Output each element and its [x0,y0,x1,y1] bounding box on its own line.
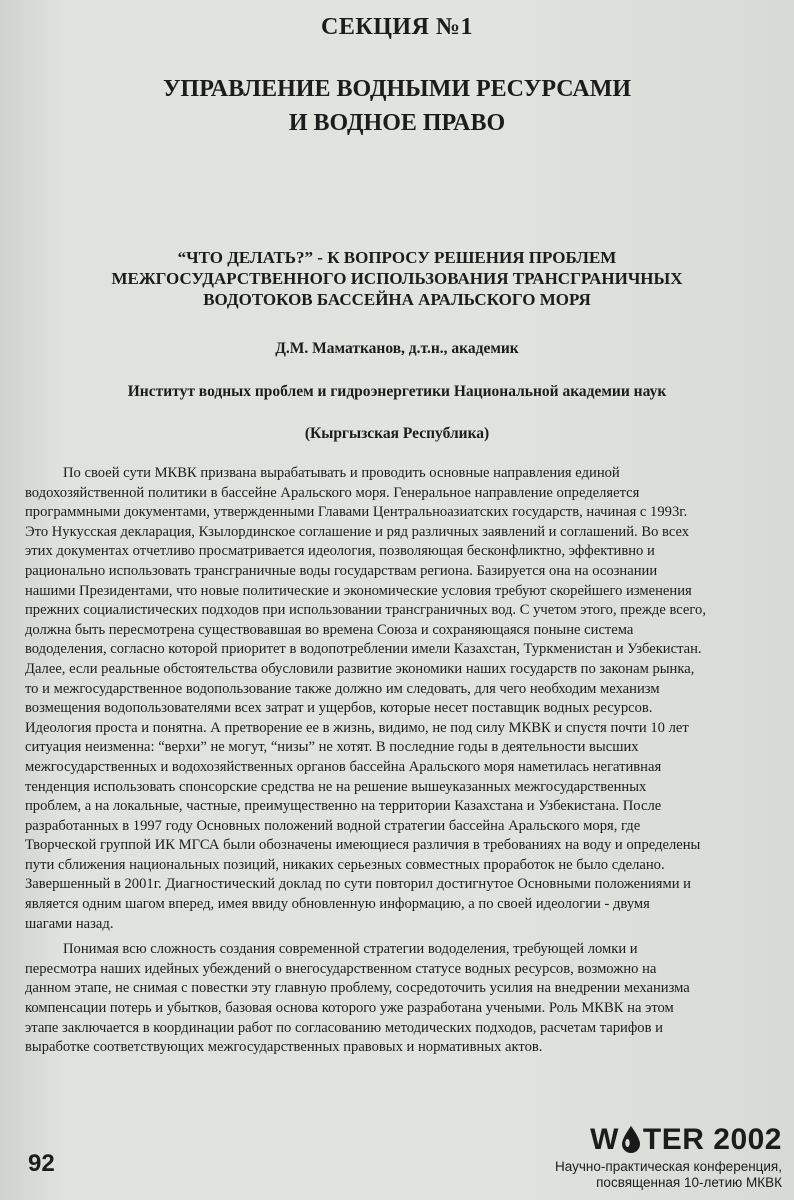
country-line: (Кыргызская Республика) [304,425,490,442]
body-line: программными документами, утвержденными Главами Центральноазиатских государств, начиная с 1993г. [25,504,688,521]
paragraph-2 [25,940,777,1058]
article-title-line: “ЧТО ДЕЛАТЬ?” - К ВОПРОСУ РЕШЕНИЯ ПРОБЛЕМ [177,248,617,267]
article-body [25,464,777,1058]
body-line: возмещения водопользователями всех затрат и ущербов, которые несет поставщик водных ресурсов. [25,700,653,717]
body-line: прежних социалистических подходов при использовании трансграничных вод. С учетом этого, прежде всего, [25,602,706,619]
body-line: ситуация неизменна: “верхи” не могут, “низы” не хотят. В последние годы в деятельности высших [25,739,639,756]
body-line: данном этапе, не снимая с повестки эту главную проблему, сосредоточить усилия на внедрении механизма [25,980,690,997]
article-title-line: МЕЖГОСУДАРСТВЕННОГО ИСПОЛЬЗОВАНИЯ ТРАНСГРАНИЧНЫХ [111,269,683,288]
body-line: Идеология проста и понятна. А претворение ее в жизнь, видимо, не под силу МКВК и спустя почти 10 лет [25,719,689,736]
body-line: пути сближения национальных позиций, никаких серьезных совместных проработок не было сделано. [25,856,665,873]
body-line: разработанных в 1997 году Основных положений водной стратегии бассейна Аральского моря, где [25,817,641,834]
body-line: этапе заключается в координации работ по согласованию методических подходов, расчетам тарифов и [25,1019,663,1036]
body-line: нашими Президентами, что новые политические и экономические условия требуют скорейшего изменения [25,582,692,599]
body-line: Это Нукусская декларация, Кзылординское соглашение и ряд различных заявлений и соглашений. Во всех [25,523,690,540]
body-line: выработке соответствующих межгосударственных правовых и нормативных актов. [25,1039,543,1056]
body-line: Далее, если реальные обстоятельства обусловили развитие экономики наших государств по законам рынка, [25,660,695,677]
paragraph-1 [25,464,777,934]
body-line: межгосударственных и водохозяйственных органов бассейна Аральского моря наметилась негативная [25,758,662,775]
conference-line: Научно-практическая конференция, [555,1159,782,1174]
body-line: шагами назад. [25,915,114,932]
body-line: По своей сути МКВК призвана вырабатывать и проводить основные направления единой [63,465,620,481]
body-line: Завершенный в 2001г. Диагностический доклад по сути повторил достигнутое Основными положениями и [25,876,691,893]
body-line: пересмотра наших идейных убеждений о внегосударственном статусе водных ресурсов, возможно на [25,960,657,977]
section-title-line: УПРАВЛЕНИЕ ВОДНЫМИ РЕСУРСАМИ [162,76,632,102]
body-line: рационально использовать трансграничные воды государствам региона. Базируется она на осознании [25,562,658,579]
logo-text-prefix: W [590,1123,619,1156]
body-line: должна быть пересмотрена существовавшая во времена Союза и сохраняющаяся поныне система [25,621,634,638]
page-number: 92 [28,1150,55,1177]
body-line: водохозяйственной политики в бассейне Аральского моря. Генеральное направление определяется [25,484,640,501]
author-line: Д.М. Маматканов, д.т.н., академик [275,340,519,357]
logo-text-suffix: TER 2002 [642,1123,782,1156]
body-line: Понимая всю сложность создания современной стратегии вододеления, требующей ломки и [63,941,638,958]
section-title-line: И ВОДНОЕ ПРАВО [288,110,506,136]
institute-line: Институт водных проблем и гидроэнергетики Национальной академии наук [127,383,667,400]
section-title [0,72,794,140]
body-line: то и межгосударственное водопользование также должно им следовать, для чего необходим механизм [25,680,660,697]
water-2002-logo [590,1124,782,1156]
conference-line: посвященная 10-летию МКВК [596,1175,782,1190]
article-title-line: ВОДОТОКОВ БАССЕЙНА АРАЛЬСКОГО МОРЯ [203,290,591,309]
body-line: компенсации потерь и убытков, базовая основа которого уже разработана учеными. Роль МКВК на этом [25,1000,674,1017]
section-number: СЕКЦИЯ №1 [320,14,474,40]
conference-caption [555,1159,782,1191]
body-line: является одним шагом вперед, имея ввиду обновленную информацию, а по своей идеологии - двумя [25,896,650,913]
body-line: тенденция использовать спонсорские средства не на решение вышеуказанных межгосударственных [25,778,647,795]
article-title [0,247,794,310]
body-line: проблем, а на локальные, частные, преимущественно на территории Казахстана и Узбекистана. После [25,798,662,815]
water-drop-icon [620,1125,642,1155]
body-line: этих документах отчетливо просматривается идеология, позволяющая бесконфликтно, эффективно и [25,543,655,560]
body-line: Творческой группой ИК МГСА были обозначены имеющиеся различия в требованиях на воду и определены [25,837,701,854]
body-line: вододеления, согласно которой приоритет в водопотреблении имели Казахстан, Туркменистан и Узбекистан. [25,641,702,658]
